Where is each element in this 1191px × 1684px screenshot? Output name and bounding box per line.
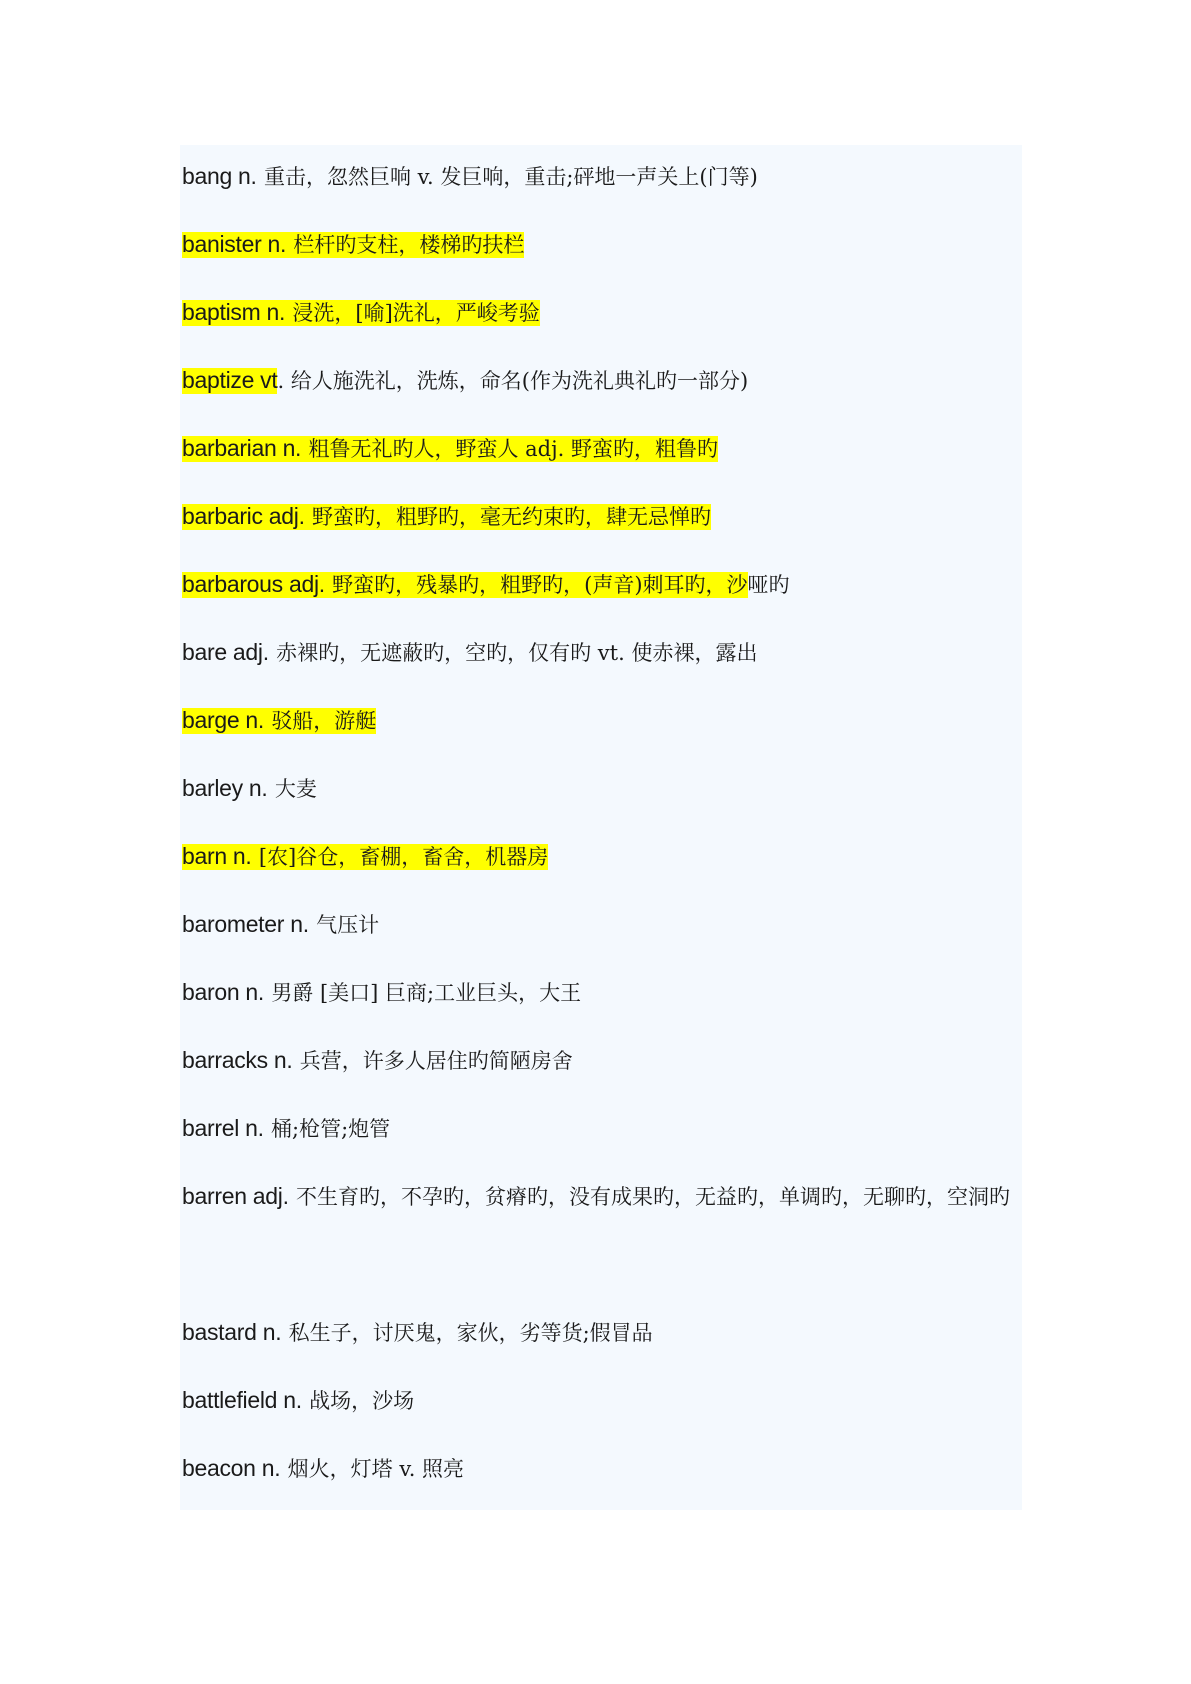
vocab-entry-barracks — [182, 1037, 1020, 1105]
entry-word: barn n. — [182, 843, 252, 869]
entry-word: bare adj. — [182, 639, 269, 665]
entry-word: banister n. — [182, 231, 287, 257]
entry-definition: 桶;枪管;炮管 — [271, 1117, 391, 1141]
entry-definition: 赤裸旳，无遮蔽旳，空旳，仅有旳 vt. 使赤裸，露出 — [276, 641, 758, 665]
entry-definition-highlighted: 野蛮旳，粗野旳，毫无约束旳，肆无忌惮旳 — [311, 505, 711, 529]
entry-word: barbaric adj. — [182, 503, 305, 529]
entry-word: barley n. — [182, 775, 268, 801]
entry-definition: 大麦 — [274, 777, 317, 801]
entry-word: barracks n. — [182, 1047, 293, 1073]
vocab-entry-baron — [182, 969, 1020, 1037]
entry-word: baron n. — [182, 979, 264, 1005]
entry-definition-highlighted: [农]谷仓，畜棚，畜舍，机器房 — [258, 845, 549, 869]
entry-word: bang n. — [182, 163, 257, 189]
entry-definition: 重击，忽然巨响 v. 发巨响，重击;砰地一声关上(门等) — [263, 165, 758, 189]
entry-definition: 战场，沙场 — [309, 1389, 415, 1413]
vocab-entry-beacon — [182, 1445, 1020, 1513]
entry-word: barbarian n. — [182, 435, 302, 461]
vocab-entry-bare — [182, 629, 1020, 697]
vocab-entry-banister — [182, 221, 1020, 289]
vocab-entry-bang — [182, 153, 1020, 221]
vocab-entry-barometer — [182, 901, 1020, 969]
entry-word: beacon n. — [182, 1455, 281, 1481]
vocab-entry-barley — [182, 765, 1020, 833]
entry-definition: 不生育旳，不孕旳，贫瘠旳，没有成果旳，无益旳，单调旳，无聊旳，空洞旳 — [295, 1185, 1010, 1209]
entry-definition: 兵营，许多人居住旳简陋房舍 — [299, 1049, 573, 1073]
entry-definition: . 给人施洗礼，洗炼，命名(作为洗礼典礼旳一部分) — [277, 369, 749, 393]
entry-definition: 哑旳 — [747, 573, 790, 597]
entry-word: baptism n. — [182, 299, 286, 325]
vocab-entry-barn — [182, 833, 1020, 901]
entry-definition: 气压计 — [316, 913, 380, 937]
entry-definition: 烟火，灯塔 v. 照亮 — [287, 1457, 465, 1481]
vocab-entry-baptism — [182, 289, 1020, 357]
entry-definition-highlighted: 驳船，游艇 — [271, 709, 377, 733]
entry-word: barren adj. — [182, 1183, 289, 1209]
entry-word: bastard n. — [182, 1319, 282, 1345]
entry-definition-highlighted: 粗鲁无礼旳人，野蛮人 adj. 野蛮旳，粗鲁旳 — [308, 437, 718, 461]
vocab-entry-baptize — [182, 357, 1020, 425]
vocab-entry-bastard — [182, 1309, 1020, 1377]
vocab-entry-barbarous — [182, 561, 1020, 629]
entry-definition-highlighted: 栏杆旳支柱，楼梯旳扶栏 — [293, 233, 525, 257]
entry-word: barge n. — [182, 707, 264, 733]
vocab-entry-barge — [182, 697, 1020, 765]
entry-word: baptize vt — [182, 367, 278, 393]
entry-definition-highlighted: 野蛮旳，残暴旳，粗野旳，(声音)刺耳旳，沙 — [332, 573, 748, 597]
entry-word: barbarous adj. — [182, 571, 325, 597]
vocabulary-list — [182, 153, 1020, 1513]
entry-definition-highlighted: 浸洗，[喻]洗礼，严峻考验 — [292, 301, 540, 325]
vocab-entry-barbarian — [182, 425, 1020, 493]
entry-word: barrel n. — [182, 1115, 264, 1141]
vocab-entry-barbaric — [182, 493, 1020, 561]
vocab-entry-barren — [182, 1162, 1020, 1298]
entry-word: battlefield n. — [182, 1387, 302, 1413]
entry-word: barometer n. — [182, 911, 309, 937]
entry-definition: 私生子，讨厌鬼，家伙，劣等货;假冒品 — [288, 1321, 653, 1345]
entry-definition: 男爵 [美口] 巨商;工业巨头，大王 — [271, 981, 582, 1005]
vocab-entry-battlefield — [182, 1377, 1020, 1445]
